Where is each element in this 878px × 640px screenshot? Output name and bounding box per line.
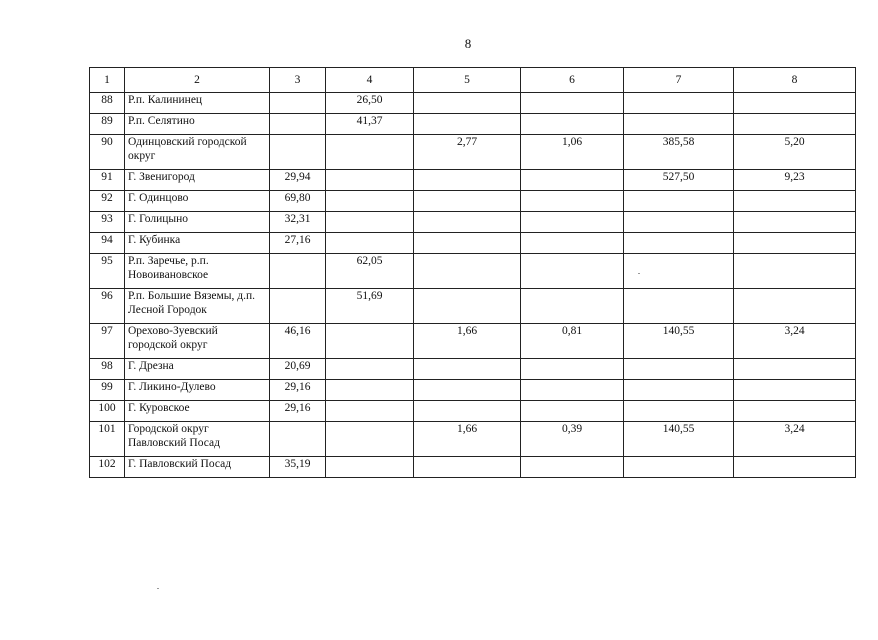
settlement-name-cell: Р.п. Заречье, р.п. Новоивановское [125, 254, 270, 289]
settlement-name-cell: Р.п. Большие Вяземы, д.п. Лесной Городок [125, 289, 270, 324]
col-5-cell: 2,77 [414, 135, 521, 170]
col-5-cell [414, 289, 521, 324]
col-3-cell [270, 254, 326, 289]
col-7-cell: 385,58 [624, 135, 734, 170]
col-7-cell [624, 457, 734, 478]
table-row [90, 289, 856, 324]
col-4-cell: 51,69 [326, 289, 414, 324]
col-6-cell [521, 233, 624, 254]
row-number-cell: 100 [90, 401, 125, 422]
settlement-name-cell: Г. Кубинка [125, 233, 270, 254]
col-5-cell [414, 401, 521, 422]
data-table [89, 67, 856, 478]
col-7-cell [624, 380, 734, 401]
settlement-name-cell: Г. Павловский Посад [125, 457, 270, 478]
header-cell-2: 2 [125, 68, 270, 93]
col-3-cell [270, 135, 326, 170]
settlement-name-cell: Г. Одинцово [125, 191, 270, 212]
col-3-cell: 46,16 [270, 324, 326, 359]
settlement-name-cell: Городской округ Павловский Посад [125, 422, 270, 457]
table-row [90, 359, 856, 380]
col-5-cell [414, 191, 521, 212]
col-6-cell [521, 170, 624, 191]
settlement-name-cell: Г. Дрезна [125, 359, 270, 380]
row-number-cell: 91 [90, 170, 125, 191]
col-3-cell [270, 114, 326, 135]
col-8-cell: 3,24 [734, 324, 856, 359]
header-cell-1: 1 [90, 68, 125, 93]
table-row [90, 401, 856, 422]
col-6-cell: 0,39 [521, 422, 624, 457]
col-6-cell: 1,06 [521, 135, 624, 170]
col-6-cell [521, 254, 624, 289]
row-number-cell: 88 [90, 93, 125, 114]
col-8-cell [734, 233, 856, 254]
col-7-cell [624, 114, 734, 135]
col-6-cell [521, 457, 624, 478]
col-6-cell [521, 114, 624, 135]
col-6-cell [521, 289, 624, 324]
col-8-cell [734, 289, 856, 324]
settlement-name-cell: Г. Голицыно [125, 212, 270, 233]
col-8-cell [734, 457, 856, 478]
header-cell-4: 4 [326, 68, 414, 93]
col-4-cell [326, 359, 414, 380]
col-4-cell [326, 233, 414, 254]
col-6-cell [521, 359, 624, 380]
col-4-cell [326, 191, 414, 212]
col-5-cell: 1,66 [414, 422, 521, 457]
table-row [90, 380, 856, 401]
col-3-cell: 69,80 [270, 191, 326, 212]
settlement-name-cell: Орехово-Зуевский городской округ [125, 324, 270, 359]
col-8-cell [734, 401, 856, 422]
col-5-cell [414, 380, 521, 401]
col-6-cell: 0,81 [521, 324, 624, 359]
col-3-cell: 29,16 [270, 380, 326, 401]
col-7-cell [624, 93, 734, 114]
col-4-cell [326, 324, 414, 359]
col-8-cell [734, 212, 856, 233]
col-3-cell: 29,16 [270, 401, 326, 422]
row-number-cell: 95 [90, 254, 125, 289]
row-number-cell: 93 [90, 212, 125, 233]
col-3-cell [270, 422, 326, 457]
table-row [90, 135, 856, 170]
header-cell-5: 5 [414, 68, 521, 93]
table-row [90, 254, 856, 289]
header-cell-3: 3 [270, 68, 326, 93]
col-6-cell [521, 93, 624, 114]
row-number-cell: 96 [90, 289, 125, 324]
col-7-cell [624, 359, 734, 380]
col-3-cell [270, 93, 326, 114]
table-row [90, 233, 856, 254]
col-3-cell: 35,19 [270, 457, 326, 478]
col-5-cell [414, 93, 521, 114]
col-7-cell [624, 401, 734, 422]
col-4-cell: 41,37 [326, 114, 414, 135]
col-3-cell: 27,16 [270, 233, 326, 254]
col-8-cell [734, 254, 856, 289]
col-6-cell [521, 380, 624, 401]
col-6-cell [521, 191, 624, 212]
col-4-cell [326, 457, 414, 478]
col-7-cell [624, 254, 734, 289]
col-7-cell [624, 191, 734, 212]
col-4-cell [326, 135, 414, 170]
col-4-cell [326, 212, 414, 233]
col-4-cell [326, 401, 414, 422]
col-3-cell: 20,69 [270, 359, 326, 380]
table-row [90, 457, 856, 478]
settlement-name-cell: Г. Ликино-Дулево [125, 380, 270, 401]
col-3-cell: 32,31 [270, 212, 326, 233]
table-row [90, 93, 856, 114]
settlement-name-cell: Г. Звенигород [125, 170, 270, 191]
col-4-cell: 26,50 [326, 93, 414, 114]
row-number-cell: 98 [90, 359, 125, 380]
col-5-cell [414, 114, 521, 135]
row-number-cell: 99 [90, 380, 125, 401]
header-cell-7: 7 [624, 68, 734, 93]
settlement-name-cell: Р.п. Селятино [125, 114, 270, 135]
col-3-cell [270, 289, 326, 324]
col-8-cell [734, 380, 856, 401]
col-4-cell [326, 380, 414, 401]
page-number: 8 [464, 36, 472, 51]
row-number-cell: 97 [90, 324, 125, 359]
col-7-cell [624, 212, 734, 233]
settlement-name-cell: Одинцовский городской округ [125, 135, 270, 170]
col-8-cell [734, 93, 856, 114]
row-number-cell: 101 [90, 422, 125, 457]
col-5-cell [414, 457, 521, 478]
row-number-cell: 90 [90, 135, 125, 170]
col-8-cell: 9,23 [734, 170, 856, 191]
col-8-cell [734, 114, 856, 135]
scan-speck [638, 273, 640, 274]
col-4-cell [326, 170, 414, 191]
col-7-cell: 527,50 [624, 170, 734, 191]
table-row [90, 324, 856, 359]
col-8-cell [734, 359, 856, 380]
settlement-name-cell: Р.п. Калининец [125, 93, 270, 114]
row-number-cell: 94 [90, 233, 125, 254]
table-row [90, 170, 856, 191]
col-8-cell [734, 191, 856, 212]
col-5-cell [414, 233, 521, 254]
table-row [90, 191, 856, 212]
header-row [90, 68, 856, 93]
col-6-cell [521, 212, 624, 233]
col-4-cell: 62,05 [326, 254, 414, 289]
col-7-cell [624, 289, 734, 324]
header-cell-8: 8 [734, 68, 856, 93]
settlement-name-cell: Г. Куровское [125, 401, 270, 422]
row-number-cell: 102 [90, 457, 125, 478]
table-row [90, 422, 856, 457]
col-5-cell [414, 170, 521, 191]
col-8-cell: 3,24 [734, 422, 856, 457]
col-7-cell: 140,55 [624, 422, 734, 457]
row-number-cell: 92 [90, 191, 125, 212]
col-7-cell: 140,55 [624, 324, 734, 359]
col-8-cell: 5,20 [734, 135, 856, 170]
col-6-cell [521, 401, 624, 422]
table-body [90, 93, 856, 478]
col-5-cell: 1,66 [414, 324, 521, 359]
col-5-cell [414, 212, 521, 233]
table-row [90, 114, 856, 135]
col-3-cell: 29,94 [270, 170, 326, 191]
row-number-cell: 89 [90, 114, 125, 135]
table-row [90, 212, 856, 233]
col-7-cell [624, 233, 734, 254]
col-5-cell [414, 359, 521, 380]
col-5-cell [414, 254, 521, 289]
header-cell-6: 6 [521, 68, 624, 93]
scan-speck [157, 588, 159, 589]
col-4-cell [326, 422, 414, 457]
